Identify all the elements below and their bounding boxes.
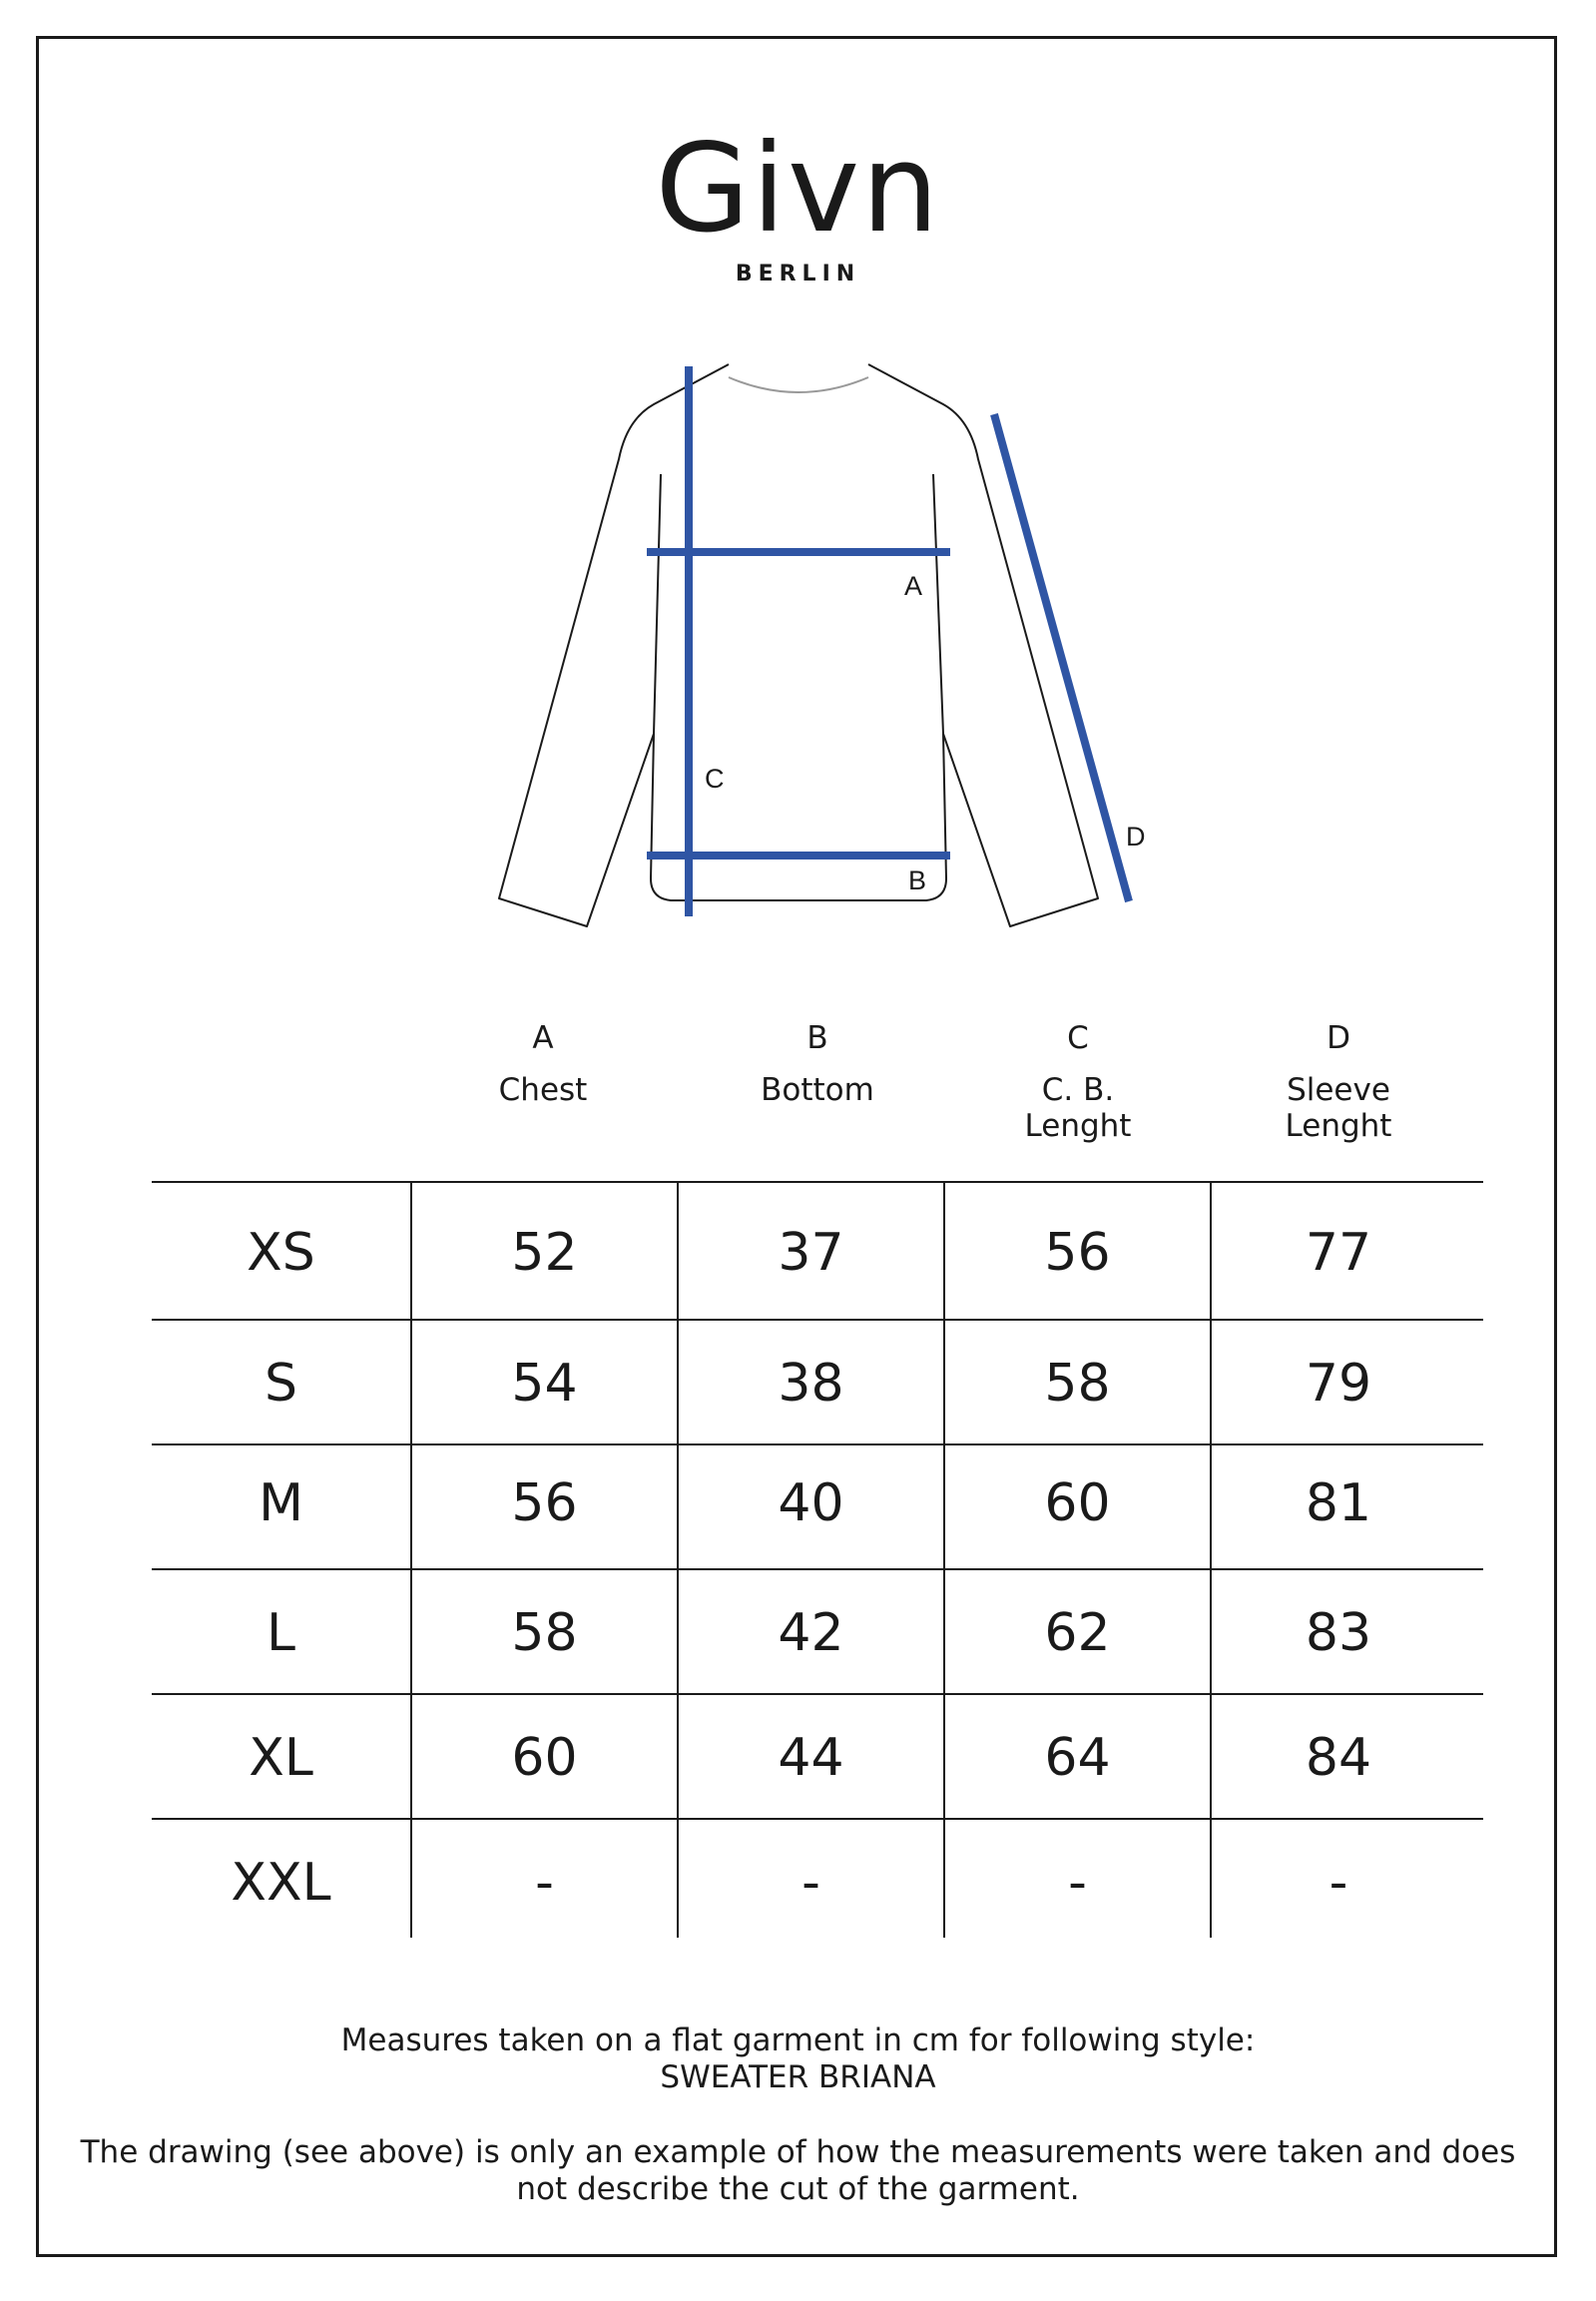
value-cell: 60 xyxy=(511,1728,578,1788)
value-cell: 54 xyxy=(511,1354,578,1414)
size-label: L xyxy=(266,1603,295,1663)
right-sleeve xyxy=(868,364,1098,926)
row-divider xyxy=(152,1568,1483,1570)
value-cell: - xyxy=(1329,1853,1348,1913)
value-cell: 62 xyxy=(1044,1603,1111,1663)
size-label: M xyxy=(259,1473,303,1533)
note-style-name: SWEATER BRIANA xyxy=(660,2059,936,2095)
value-cell: 42 xyxy=(778,1603,844,1663)
col-name: Chest xyxy=(498,1072,588,1108)
sweater-diagram xyxy=(0,0,1596,958)
note-disclaimer-2: not describe the cut of the garment. xyxy=(516,2171,1080,2207)
col-name-2: Lenght xyxy=(1024,1108,1132,1144)
col-header-c xyxy=(958,1020,1198,1144)
value-cell: 52 xyxy=(511,1223,578,1283)
value-cell: 58 xyxy=(1044,1354,1111,1414)
value-cell: 83 xyxy=(1305,1603,1372,1663)
value-cell: 56 xyxy=(1044,1223,1111,1283)
col-letter: B xyxy=(806,1020,828,1056)
value-cell: 77 xyxy=(1305,1223,1372,1283)
row-divider xyxy=(152,1443,1483,1445)
value-cell: 58 xyxy=(511,1603,578,1663)
col-divider xyxy=(943,1181,945,1938)
col-header-a xyxy=(423,1020,663,1108)
col-name: C. B. xyxy=(1041,1072,1115,1108)
col-divider xyxy=(410,1181,412,1938)
value-cell: 40 xyxy=(778,1473,844,1533)
value-cell: - xyxy=(801,1853,820,1913)
value-cell: 56 xyxy=(511,1473,578,1533)
col-divider xyxy=(1210,1181,1212,1938)
row-divider xyxy=(152,1693,1483,1695)
value-cell: 60 xyxy=(1044,1473,1111,1533)
col-header-d xyxy=(1219,1020,1458,1144)
value-cell: 79 xyxy=(1305,1354,1372,1414)
label-c: C xyxy=(705,764,725,794)
brand-city: BERLIN xyxy=(735,262,861,287)
size-label: XXL xyxy=(231,1853,331,1913)
col-name: Sleeve xyxy=(1287,1072,1390,1108)
sweater-body xyxy=(651,474,946,900)
col-divider xyxy=(677,1181,679,1938)
col-name-2: Lenght xyxy=(1285,1108,1392,1144)
size-label: XL xyxy=(249,1728,313,1788)
value-cell: 64 xyxy=(1044,1728,1111,1788)
value-cell: - xyxy=(535,1853,554,1913)
col-letter: A xyxy=(532,1020,554,1056)
value-cell: 44 xyxy=(778,1728,844,1788)
label-b: B xyxy=(908,865,927,895)
value-cell: - xyxy=(1068,1853,1087,1913)
row-divider xyxy=(152,1319,1483,1321)
size-label: XS xyxy=(247,1223,315,1283)
brand-logo: Givn xyxy=(655,118,941,260)
row-divider xyxy=(152,1818,1483,1820)
line-d xyxy=(994,414,1129,901)
value-cell: 84 xyxy=(1305,1728,1372,1788)
col-header-b xyxy=(698,1020,937,1108)
col-name: Bottom xyxy=(761,1072,874,1108)
left-sleeve xyxy=(499,364,729,926)
col-letter: D xyxy=(1327,1020,1350,1056)
label-d: D xyxy=(1126,822,1146,852)
note-disclaimer-1: The drawing (see above) is only an example of how the measurements were taken and does xyxy=(80,2134,1516,2170)
value-cell: 81 xyxy=(1305,1473,1372,1533)
value-cell: 38 xyxy=(778,1354,844,1414)
label-a: A xyxy=(904,571,923,601)
note-measures: Measures taken on a flat garment in cm for following style: xyxy=(340,2022,1256,2058)
col-letter: C xyxy=(1067,1020,1089,1056)
measure-lines xyxy=(647,366,1129,916)
neckline xyxy=(729,377,868,392)
value-cell: 37 xyxy=(778,1223,844,1283)
sweater-outline xyxy=(499,364,1098,926)
row-divider xyxy=(152,1181,1483,1183)
size-label: S xyxy=(264,1354,297,1414)
